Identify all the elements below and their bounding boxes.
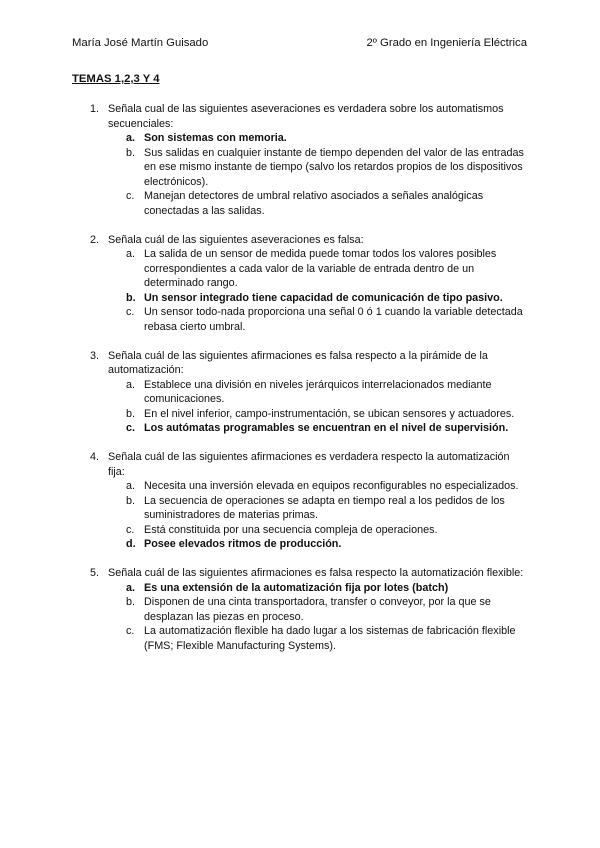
option-a — [108, 581, 527, 596]
question-text: Señala cuál de las siguientes afirmaciones es falsa respecto la automatización flexible: — [108, 567, 524, 579]
author-name: María José Martín Guisado — [72, 37, 209, 49]
question-text: Señala cuál de las siguientes aseveraciones es falsa: — [108, 233, 364, 246]
option-text: Está constituida por una secuencia compleja de operaciones. — [144, 523, 438, 536]
option-c — [108, 624, 527, 653]
option-text: La salida de un sensor de medida puede tomar todos los valores posibles correspondientes a cada valor de la variable de entrada dentro de un determinado rango. — [144, 248, 497, 289]
question-text: Señala cuál de las siguientes afirmaciones es falsa respecto a la pirámide de la automatización: — [108, 349, 488, 376]
option-text: Manejan detectores de umbral relativo asociados a señales analógicas conectadas a las salidas. — [144, 190, 484, 217]
question-number: 3. — [90, 349, 100, 362]
option-letter: b. — [126, 291, 136, 304]
document-title: TEMAS 1,2,3 Y 4 — [72, 73, 160, 85]
option-letter: c. — [126, 523, 135, 536]
option-letter: a. — [126, 248, 136, 260]
option-b — [108, 407, 527, 422]
option-text: Posee elevados ritmos de producción. — [144, 538, 342, 550]
question-number: 2. — [90, 233, 100, 246]
option-d — [108, 537, 527, 552]
option-a — [108, 378, 527, 407]
question-text: Señala cuál de las siguientes afirmaciones es verdadera respecto la automatización fija: — [108, 451, 510, 478]
question-3 — [72, 349, 527, 436]
option-b — [108, 494, 527, 523]
option-letter: c. — [126, 190, 135, 202]
option-b — [108, 146, 527, 190]
question-text: Señala cual de las siguientes aseveraciones es verdadera sobre los automatismos secuenciales: — [108, 103, 504, 130]
question-number: 5. — [90, 567, 100, 579]
option-text: Establece una división en niveles jerárquicos interrelacionados mediante comunicaciones. — [144, 378, 492, 405]
option-text: La secuencia de operaciones se adapta en tiempo real a los pedidos de los suministradores de materias primas. — [144, 494, 505, 521]
option-c — [108, 523, 527, 538]
option-a — [108, 247, 527, 291]
option-a — [108, 479, 527, 494]
option-text: Un sensor todo-nada proporciona una señal 0 ó 1 cuando la variable detectada rebasa cierto umbral. — [144, 306, 523, 333]
option-a — [108, 131, 527, 146]
course-name: 2º Grado en Ingeniería Eléctrica — [366, 37, 527, 49]
option-letter: a. — [126, 581, 136, 594]
question-2 — [72, 233, 527, 335]
option-text: Los autómatas programables se encuentran en el nivel de supervisión. — [144, 422, 509, 434]
option-text: La automatización flexible ha dado lugar a los sistemas de fabricación flexible (FMS; Flexible Manufacturing Systems). — [144, 625, 516, 652]
option-c — [108, 421, 527, 436]
question-number: 4. — [90, 451, 100, 463]
question-4 — [72, 450, 527, 552]
question-1 — [72, 102, 527, 218]
option-text: Un sensor integrado tiene capacidad de comunicación de tipo pasivo. — [144, 291, 503, 304]
option-letter: c. — [126, 306, 135, 318]
option-letter: b. — [126, 596, 136, 608]
option-text: Necesita una inversión elevada en equipos reconfigurables no especializados. — [144, 480, 519, 492]
option-letter: b. — [126, 494, 136, 507]
question-number: 1. — [90, 103, 100, 115]
option-b — [108, 291, 527, 306]
option-letter: c. — [126, 625, 135, 637]
option-letter: b. — [126, 146, 136, 159]
option-text: Son sistemas con memoria. — [144, 132, 287, 144]
option-letter: b. — [126, 407, 136, 420]
page-header — [72, 36, 527, 50]
option-text: Sus salidas en cualquier instante de tiempo dependen del valor de las entradas en ese mismo instante de tiempo (salvo los retardos propios de los dispositivos electrónicos). — [144, 146, 524, 188]
question-list — [72, 102, 527, 668]
option-letter: c. — [126, 422, 136, 434]
option-letter: a. — [126, 480, 136, 492]
question-5 — [72, 566, 527, 653]
option-text: Es una extensión de la automatización fija por lotes (batch) — [144, 581, 449, 594]
option-text: Disponen de una cinta transportadora, transfer o conveyor, por la que se desplazan las piezas en proceso. — [144, 596, 491, 623]
option-letter: a. — [126, 378, 136, 391]
option-letter: d. — [126, 538, 136, 550]
option-c — [108, 189, 527, 218]
option-text: En el nivel inferior, campo-instrumentación, se ubican sensores y actuadores. — [144, 407, 515, 420]
option-c — [108, 305, 527, 334]
option-letter: a. — [126, 132, 136, 144]
option-b — [108, 595, 527, 624]
